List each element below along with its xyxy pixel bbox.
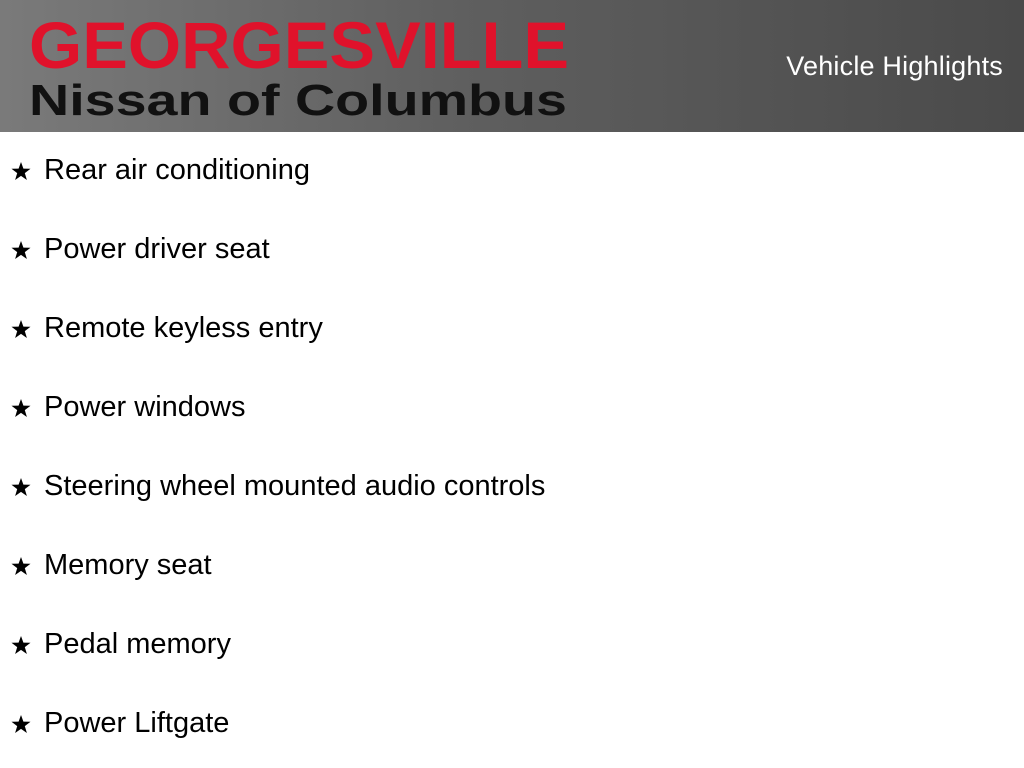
list-item: [0, 211, 1024, 290]
logo-wordmark-bottom: Nissan of Columbus: [29, 76, 567, 125]
feature-label: Rear air conditioning: [44, 154, 310, 186]
list-item: [0, 685, 1024, 764]
star-icon: [11, 714, 31, 734]
feature-label: Power driver seat: [44, 233, 270, 265]
star-icon: [11, 240, 31, 260]
dealer-logo-graphic: [29, 10, 589, 126]
list-item: [0, 606, 1024, 685]
logo-wordmark-top: GEORGESVILLE: [29, 10, 569, 82]
star-icon: [11, 319, 31, 339]
star-icon: [11, 477, 31, 497]
page-title: Vehicle Highlights: [786, 51, 1003, 81]
star-icon: [11, 556, 31, 576]
feature-label: Steering wheel mounted audio controls: [44, 470, 546, 502]
vehicle-highlights-list: [0, 132, 1024, 764]
feature-label: Power windows: [44, 391, 246, 423]
list-item: [0, 527, 1024, 606]
feature-label: Power Liftgate: [44, 707, 230, 739]
feature-label: Remote keyless entry: [44, 312, 323, 344]
list-item: [0, 448, 1024, 527]
list-item: [0, 369, 1024, 448]
list-item: [0, 290, 1024, 369]
dealer-logo: [29, 10, 589, 126]
header-banner: [0, 0, 1024, 132]
star-icon: [11, 635, 31, 655]
star-icon: [11, 398, 31, 418]
list-item: [0, 132, 1024, 211]
star-icon: [11, 161, 31, 181]
feature-label: Memory seat: [44, 549, 212, 581]
feature-label: Pedal memory: [44, 628, 231, 660]
